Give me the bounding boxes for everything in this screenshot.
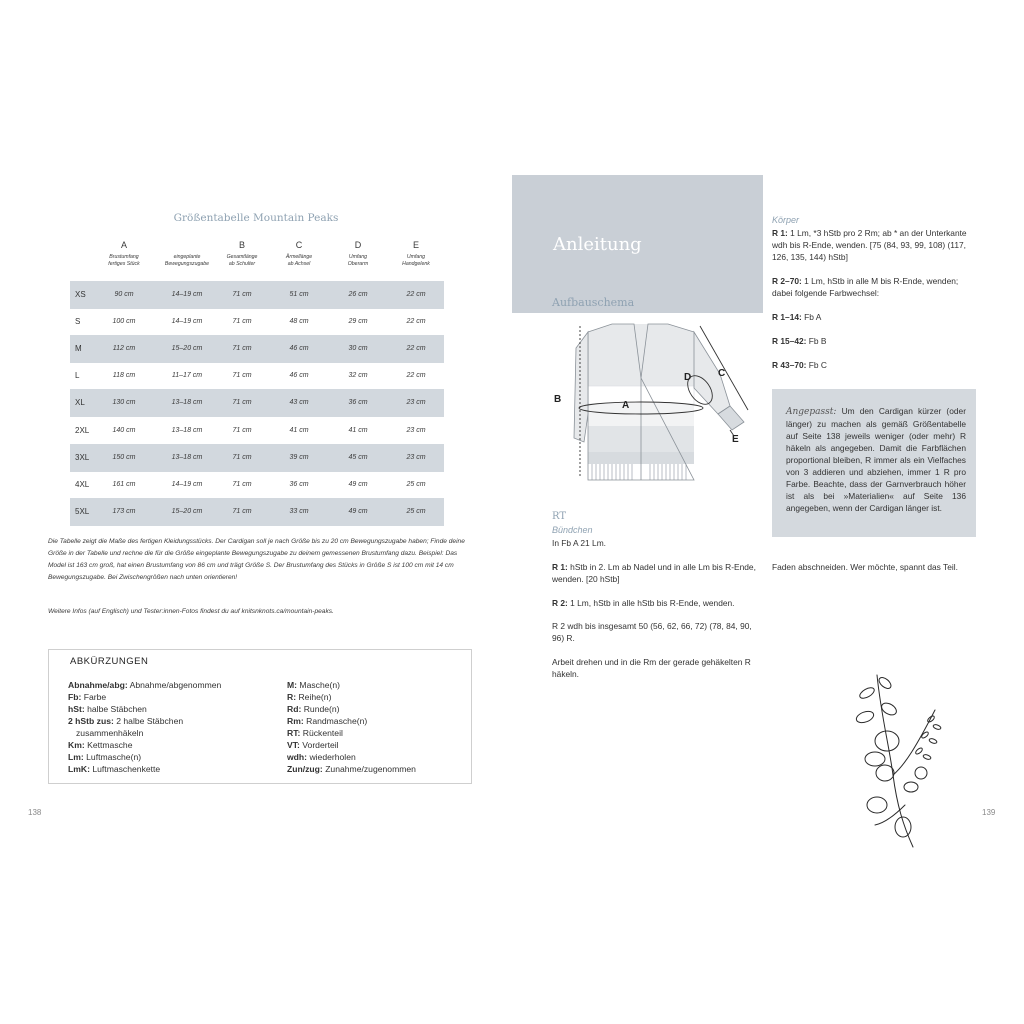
abbreviation-term: Lm: <box>68 752 84 762</box>
rt-title: RT <box>552 511 567 522</box>
size-table-row <box>70 444 444 472</box>
schema-label-a: A <box>622 400 630 411</box>
size-table-cell: 71 cm <box>232 507 252 515</box>
size-col-label-line-1: Gesamtlänge <box>226 254 258 260</box>
abbreviation-item <box>287 679 416 691</box>
schema-label-c: C <box>718 368 726 379</box>
size-table-cell: 71 cm <box>232 426 252 434</box>
size-table-cell: 13–18 cm <box>171 399 203 407</box>
size-label: 5XL <box>75 506 90 516</box>
abbreviation-desc: Kettmasche <box>87 740 133 750</box>
size-table-cell: 36 cm <box>289 480 309 488</box>
size-col-label-line-1: Umfang <box>406 254 426 260</box>
abbreviation-desc: Vorderteil <box>302 740 339 750</box>
rt-line-1: In Fb A 21 Lm. <box>552 538 607 548</box>
size-table-cell: 46 cm <box>289 372 309 380</box>
abbreviation-item <box>68 703 221 715</box>
rt-row-1-text: hStb in 2. Lm ab Nadel und in alle Lm bis R-Ende, wenden. [20 hStb] <box>552 562 756 584</box>
color-change-b-text: Fb B <box>808 336 827 346</box>
abbreviation-item <box>287 739 416 751</box>
size-table-cell: 23 cm <box>406 453 426 461</box>
abbreviation-item <box>68 727 221 739</box>
size-label: M <box>75 344 82 354</box>
abbreviation-desc: zusammenhäkeln <box>76 728 144 738</box>
size-col-label-line-2: ab Schulter <box>228 261 256 267</box>
size-table-cell: 140 cm <box>112 426 136 434</box>
abbreviation-term: R: <box>287 692 297 702</box>
abbreviation-desc: Farbe <box>83 692 107 702</box>
size-table-cell: 71 cm <box>232 318 252 326</box>
size-table-cell: 13–18 cm <box>171 426 203 434</box>
abbreviation-term: Zun/zug: <box>287 764 323 774</box>
size-table-row <box>70 362 444 390</box>
size-table-cell: 22 cm <box>406 345 426 353</box>
size-table-cell: 71 cm <box>232 399 252 407</box>
size-table-row <box>70 335 444 363</box>
size-table-cell: 45 cm <box>348 453 368 461</box>
abbreviation-term: hSt: <box>68 704 85 714</box>
abbreviation-desc: Runde(n) <box>303 704 340 714</box>
koerper-row-2-70-text: 1 Lm, hStb in alle M bis R-Ende, wenden; dabei folgende Farbwechsel: <box>772 276 959 298</box>
abbreviation-term: VT: <box>287 740 300 750</box>
abbreviation-desc: Reihe(n) <box>298 692 332 702</box>
abbreviation-desc: halbe Stäbchen <box>87 704 147 714</box>
schema-title: Aufbauschema <box>552 296 635 309</box>
more-info-text: Weitere Infos (auf Englisch) und Tester:innen-Fotos findest du auf knitsnknots.ca/mountain-peaks. <box>48 608 334 615</box>
abbreviation-desc: 2 halbe Stäbchen <box>116 716 184 726</box>
rt-row-2-repeat: R 2 wdh bis insgesamt 50 (56, 62, 66, 72) (78, 84, 90, 96) R. <box>552 621 752 643</box>
size-col-letter: A <box>120 240 127 250</box>
abbreviation-item <box>68 715 221 727</box>
size-col-label-line-1: Ärmellänge <box>285 254 313 260</box>
rt-row-2-text: 1 Lm, hStb in alle hStb bis R-Ende, wenden. <box>570 598 735 608</box>
abbreviation-term: Km: <box>68 740 85 750</box>
abbreviation-item <box>68 751 221 763</box>
color-change-b-label: R 15–42: <box>772 336 807 346</box>
abbreviation-desc: wiederholen <box>309 752 356 762</box>
koerper-row-1 <box>772 227 976 263</box>
size-label: 4XL <box>75 479 90 489</box>
size-col-label-line-1: Brustumfang <box>109 254 139 260</box>
size-col-letter: D <box>354 240 362 250</box>
color-change-c <box>772 359 827 371</box>
size-col-label-line-2: ab Achsel <box>287 261 311 267</box>
size-table-cell: 15–20 cm <box>171 507 203 515</box>
size-table-cell: 71 cm <box>232 372 252 380</box>
abbreviation-desc: Rückenteil <box>302 728 343 738</box>
size-table-cell: 32 cm <box>348 372 368 380</box>
size-label: S <box>75 317 81 327</box>
size-col-label-line-2: fertiges Stück <box>108 261 140 267</box>
abbreviation-term: RT: <box>287 728 301 738</box>
abbreviation-desc: Luftmasche(n) <box>86 752 142 762</box>
abbreviation-item <box>68 691 221 703</box>
size-label: L <box>75 371 80 381</box>
size-table-cell: 14–19 cm <box>171 291 203 298</box>
adjustment-tip-label: Angepasst: <box>786 407 837 417</box>
size-table-cell: 100 cm <box>112 318 136 326</box>
size-col-label <box>212 254 272 268</box>
size-table-cell: 90 cm <box>114 291 134 298</box>
rt-row-2 <box>552 597 757 609</box>
adjustment-tip-text: Um den Cardigan kürzer (oder länger) zu machen als gemäß Größentabelle auf Seite 138 jeweils weniger (oder mehr) R häkeln als angegeben. Damit die Farbflächen proportional bleiben, R immer als ein Vielfaches von 3 addieren und abziehen, immer 1 R pro Farbe. Beachte, dass der Garnverbrauch höher ist als bei »Materialien« auf Seite 136 angegeben, wenn der Cardigan länger ist. <box>786 406 966 513</box>
size-table-cell: 71 cm <box>232 453 252 461</box>
koerper-row-1-label: R 1: <box>772 228 788 238</box>
plant-illustration <box>845 655 945 855</box>
abbreviation-item <box>287 727 416 739</box>
size-col-label <box>157 254 217 268</box>
size-table-cell: 26 cm <box>348 291 368 298</box>
size-table-row <box>70 498 444 526</box>
koerper-row-2-70 <box>772 275 976 299</box>
size-label: XL <box>75 398 85 408</box>
size-table-cell: 150 cm <box>112 453 136 461</box>
size-table-cell: 14–19 cm <box>171 480 203 488</box>
size-table-cell: 46 cm <box>289 345 309 353</box>
schema-left-sleeve <box>574 332 588 442</box>
size-col-label-line-1: eingeplante <box>173 254 201 260</box>
size-table-row <box>70 471 444 499</box>
size-table-cell: 25 cm <box>406 480 426 488</box>
abbreviation-term: Abnahme/abg: <box>68 680 128 690</box>
abbreviation-item <box>287 715 416 727</box>
size-table-cell: 13–18 cm <box>171 453 203 461</box>
size-col-label-line-2: Handgelenk <box>402 261 430 267</box>
abbreviation-term: LmK: <box>68 764 90 774</box>
size-table-cell: 48 cm <box>289 318 309 326</box>
size-table-cell: 22 cm <box>406 291 426 298</box>
rt-row-1-label: R 1: <box>552 562 568 572</box>
koerper-row-2-70-label: R 2–70: <box>772 276 802 286</box>
size-table-cell: 112 cm <box>112 345 136 353</box>
size-table-cell: 118 cm <box>112 372 136 380</box>
size-table-cell: 39 cm <box>289 453 309 461</box>
color-change-a-text: Fb A <box>804 312 822 322</box>
page-number-left: 138 <box>28 808 42 817</box>
size-table-cell: 29 cm <box>348 318 368 326</box>
size-table-row <box>70 281 444 309</box>
size-col-label-line-2: Oberarm <box>347 261 369 267</box>
abbreviations-left-column <box>68 679 221 775</box>
abbreviations-title: ABKÜRZUNGEN <box>70 656 149 667</box>
size-label: 3XL <box>75 452 90 462</box>
size-table-row <box>70 417 444 445</box>
rt-row-2-label: R 2: <box>552 598 568 608</box>
abbreviation-desc: Masche(n) <box>299 680 341 690</box>
size-table-cell: 71 cm <box>232 345 252 353</box>
size-table-cell: 173 cm <box>112 507 136 515</box>
schema-ribbing <box>592 464 686 480</box>
schema-label-d: D <box>684 372 692 383</box>
size-table-cell: 15–20 cm <box>171 345 203 353</box>
size-col-letter: E <box>412 240 419 250</box>
size-col-label-line-1: Umfang <box>348 254 368 260</box>
cardigan-schema-diagram <box>548 318 760 494</box>
size-table-row <box>70 308 444 336</box>
abbreviation-term: wdh: <box>287 752 308 762</box>
koerper-row-1-text: 1 Lm, *3 hStb pro 2 Rm; ab * an der Unterkante wdh bis R-Ende, wenden. [75 (84, 93, 99, 108) (117, 126, 135, 144) hStb] <box>772 228 967 262</box>
color-change-a <box>772 311 821 323</box>
size-table-cell: 14–19 cm <box>171 318 203 326</box>
rt-subtitle: Bündchen <box>552 525 593 535</box>
koerper-title: Körper <box>772 215 800 225</box>
size-table-cell: 161 cm <box>112 480 136 488</box>
size-table-cell: 49 cm <box>348 480 368 488</box>
size-col-label <box>269 254 329 268</box>
abbreviation-term: Rd: <box>287 704 302 714</box>
size-table-cell: 11–17 cm <box>171 372 203 380</box>
abbreviation-term: Rm: <box>287 716 304 726</box>
abbreviation-item <box>287 763 416 775</box>
abbreviation-desc: Zunahme/zugenommen <box>325 764 416 774</box>
size-table-cell: 41 cm <box>289 426 309 434</box>
size-table-cell: 51 cm <box>289 291 309 298</box>
size-table-cell: 36 cm <box>348 399 368 407</box>
size-table-cell: 49 cm <box>348 507 368 515</box>
abbreviation-item <box>287 703 416 715</box>
size-table-cell: 43 cm <box>289 399 309 407</box>
size-col-label <box>328 254 388 268</box>
rt-row-1 <box>552 561 757 585</box>
abbreviation-desc: Randmasche(n) <box>306 716 368 726</box>
adjustment-tip <box>786 405 966 514</box>
size-table-note: Die Tabelle zeigt die Maße des fertigen Kleidungsstücks. Der Cardigan soll je nach Größe bis zu 20 cm Bewegungszugabe haben; Finde deine Größe in der Tabelle und rechne die für die Größe eingeplante Bewegungszugabe zu deinem gemessenen Brustumfang dazu. Beispiel: Das Model ist 163 cm groß, hat einen Brustumfang von 86 cm und trägt Größe S. Der Brustumfang des Stücks in Größe S ist 100 cm mit 14 cm Bewegungszugabe. Bei Zwischengrößen nach unten orientieren! <box>48 538 465 581</box>
abbreviation-item <box>68 763 221 775</box>
color-change-a-label: R 1–14: <box>772 312 802 322</box>
abbreviation-item <box>287 691 416 703</box>
size-col-label <box>386 254 446 268</box>
abbreviation-term: Fb: <box>68 692 82 702</box>
size-table-cell: 22 cm <box>406 372 426 380</box>
rt-turn-text: Arbeit drehen und in die Rm der gerade gehäkelten R häkeln. <box>552 657 751 679</box>
size-table-cell: 23 cm <box>406 426 426 434</box>
abbreviation-desc: Luftmaschenkette <box>92 764 161 774</box>
finish-text: Faden abschneiden. Wer möchte, spannt das Teil. <box>772 562 958 572</box>
size-table-cell: 30 cm <box>348 345 368 353</box>
size-col-letter: B <box>238 240 245 250</box>
schema-label-b: B <box>554 394 562 405</box>
size-table-cell: 33 cm <box>289 507 309 515</box>
size-table-cell: 71 cm <box>232 291 252 298</box>
size-table-row <box>70 389 444 417</box>
anleitung-title: Anleitung <box>553 234 642 255</box>
color-change-c-label: R 43–70: <box>772 360 807 370</box>
size-col-label-line-2: Bewegungszugabe <box>164 261 210 267</box>
size-col-letter: C <box>295 240 303 250</box>
abbreviation-item <box>68 679 221 691</box>
size-table-cell: 25 cm <box>406 507 426 515</box>
color-change-b <box>772 335 826 347</box>
abbreviation-term: M: <box>287 680 298 690</box>
abbreviation-item <box>68 739 221 751</box>
size-table-cell: 23 cm <box>406 399 426 407</box>
size-table-title: Größentabelle Mountain Peaks <box>173 212 339 224</box>
page-number-right: 139 <box>982 808 996 817</box>
size-col-label <box>94 254 154 268</box>
abbreviation-item <box>287 751 416 763</box>
size-table-cell: 41 cm <box>348 426 368 434</box>
size-label: XS <box>75 290 86 299</box>
color-change-c-text: Fb C <box>808 360 827 370</box>
size-table-cell: 130 cm <box>112 399 136 407</box>
size-label: 2XL <box>75 425 90 435</box>
size-table-cell: 71 cm <box>232 480 252 488</box>
abbreviations-right-column <box>287 679 416 775</box>
abbreviation-desc: Abnahme/abgenommen <box>129 680 222 690</box>
size-table-cell: 22 cm <box>406 318 426 326</box>
schema-label-e: E <box>732 434 739 445</box>
abbreviation-term: 2 hStb zus: <box>68 716 114 726</box>
